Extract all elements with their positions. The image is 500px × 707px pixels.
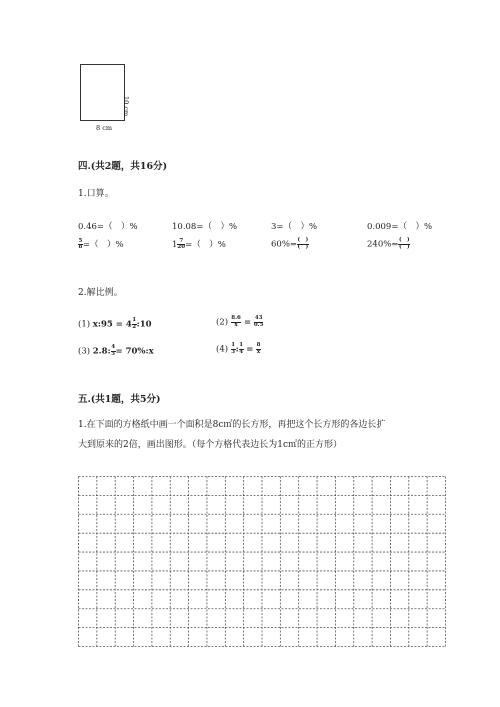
rectangle-figure bbox=[80, 64, 125, 121]
fraction: $\frac{8.6}{x}$ bbox=[231, 315, 241, 328]
fraction: ( ) ( ) bbox=[398, 237, 410, 250]
fraction: $\frac{43}{0.5}$ bbox=[253, 315, 264, 328]
fraction: $\frac{1}{2}$ bbox=[132, 317, 137, 330]
fraction: ( ) ( ) bbox=[297, 237, 309, 250]
fraction: $\frac{1}{4}$ bbox=[239, 342, 244, 355]
section-5-heading: 五.(共1题，共5分) bbox=[78, 394, 161, 405]
question-text-line: 大到原来的2倍，画出图形。（每个方格代表边长为1c㎡的正方形） bbox=[78, 440, 342, 450]
calc-item: 0.009=（ ）% bbox=[367, 222, 433, 232]
question-2-label: 2.解比例。 bbox=[78, 288, 123, 298]
calc-item: 60%= ( ) ( ) bbox=[271, 237, 309, 250]
fraction: $\frac{7}{20}$ bbox=[177, 237, 186, 250]
calc-item: 1 $\frac{7}{20}$ =（ ）% bbox=[172, 237, 226, 250]
calc-item: $\frac{5}{8}$ =（ ）% bbox=[78, 237, 124, 250]
calc-item: 240%= ( ) ( ) bbox=[367, 237, 410, 250]
calc-item: 3=（ ）% bbox=[271, 222, 318, 232]
height-label: 10 cm bbox=[122, 96, 130, 117]
proportion-item: (4) $\frac{1}{3}$ : $\frac{1}{4}$ = $\frac{8}{x}$ bbox=[216, 342, 261, 355]
section-4-heading: 四.(共2题，共16分) bbox=[78, 161, 168, 172]
calc-item: 10.08=（ ）% bbox=[172, 222, 238, 232]
proportion-item: (2) $\frac{8.6}{x}$ = $\frac{43}{0.5}$ bbox=[216, 315, 264, 328]
question-text-line: 1.在下面的方格纸中画一个面积是8c㎡的长方形，再把这个长方形的各边长扩 bbox=[78, 420, 386, 430]
proportion-item: (3) 2.8: $\frac{4}{5}$ = 70%:x bbox=[78, 344, 154, 357]
question-1-label: 1.口算。 bbox=[78, 189, 114, 199]
fraction: $\frac{5}{8}$ bbox=[78, 237, 83, 250]
proportion-item: (1) x:95 = 4 $\frac{1}{2}$ :10 bbox=[78, 317, 152, 330]
fraction: $\frac{1}{3}$ bbox=[231, 342, 236, 355]
width-label: 8 cm bbox=[96, 124, 113, 132]
square-grid-paper[interactable] bbox=[78, 476, 446, 647]
calc-item: 0.46=（ ）% bbox=[78, 222, 138, 232]
fraction: $\frac{8}{x}$ bbox=[256, 342, 261, 355]
fraction: $\frac{4}{5}$ bbox=[111, 344, 116, 357]
